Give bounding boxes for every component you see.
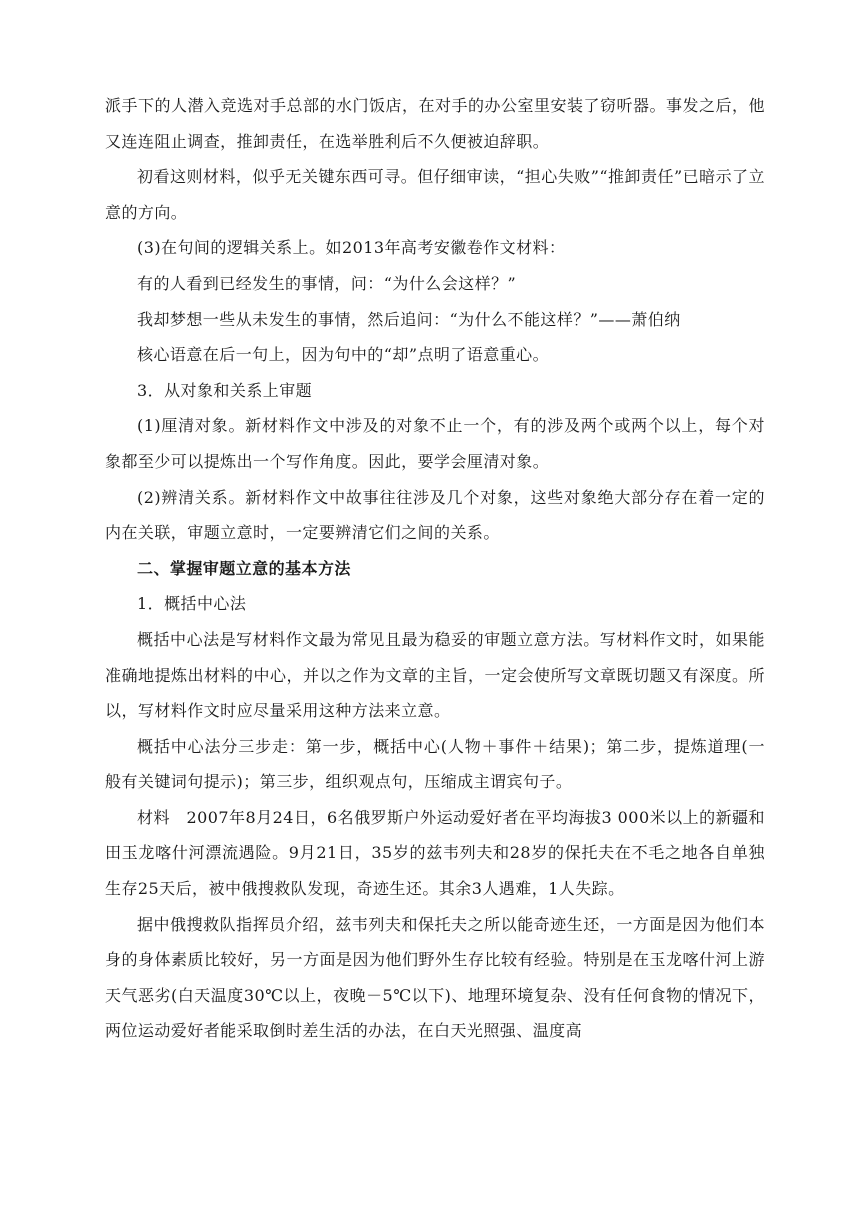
paragraph-1: 派手下的人潜入竞选对手总部的水门饭店，在对手的办公室里安装了窃听器。事发之后，他又连连阻止调查，推卸责任，在选举胜利后不久便被迫辞职。 — [105, 96, 765, 151]
document-page — [105, 88, 765, 1049]
paragraph-8: (1)厘清对象。新材料作文中涉及的对象不止一个，有的涉及两个或两个以上，每个对象都至少可以提炼出一个写作角度。因此，要学会厘清对象。 — [105, 416, 765, 471]
paragraph-15: 据中俄搜救队指挥员介绍，兹韦列夫和保托夫之所以能奇迹生还，一方面是因为他们本身的身体素质比较好，另一方面是因为他们野外生存比较有经验。特别是在玉龙喀什河上游天气恶劣(白天温度30℃以上，夜晚－5℃以下)、地理环境复杂、没有任何食物的情况下，两位运动爱好者能采取倒时差生活的办法，在白天光照强、温度高 — [105, 914, 765, 1041]
paragraph-9: (2)辨清关系。新材料作文中故事往往涉及几个对象，这些对象绝大部分存在着一定的内在关联，审题立意时，一定要辨清它们之间的关系。 — [105, 487, 765, 543]
paragraph-4: 有的人看到已经发生的事情，问：“为什么会这样？” — [137, 273, 517, 293]
paragraph-13: 概括中心法分三步走：第一步，概括中心(人物＋事件＋结果)；第二步，提炼道理(一般有关键词句提示)；第三步，组织观点句，压缩成主谓宾句子。 — [105, 736, 765, 792]
paragraph-7: 3．从对象和关系上审题 — [137, 380, 313, 400]
paragraph-11: 1．概括中心法 — [137, 594, 247, 614]
section-heading: 二、掌握审题立意的基本方法 — [137, 558, 351, 578]
paragraph-6: 核心语意在后一句上，因为句中的“却”点明了语意重心。 — [137, 345, 550, 365]
paragraph-5: 我却梦想一些从未发生的事情，然后追问：“为什么不能这样？”——萧伯纳 — [137, 309, 681, 329]
paragraph-3: (3)在句间的逻辑关系上。如2013年高考安徽卷作文材料： — [137, 238, 566, 258]
paragraph-12: 概括中心法是写材料作文最为常见且最为稳妥的审题立意方法。写材料作文时，如果能准确地提炼出材料的中心，并以之作为文章的主旨，一定会使所写文章既切题又有深度。所以，写材料作文时应尽量采用这种方法来立意。 — [105, 629, 765, 721]
paragraph-14: 材料 2007年8月24日，6名俄罗斯户外运动爱好者在平均海拔3 000米以上的新疆和田玉龙喀什河漂流遇险。9月21日，35岁的兹韦列夫和28岁的保托夫在不毛之地各自单独生存25天后，被中俄搜救队发现，奇迹生还。其余3人遇难，1人失踪。 — [105, 807, 765, 899]
paragraph-2: 初看这则材料，似乎无关键东西可寻。但仔细审读，“担心失败”“推卸责任”已暗示了立意的方向。 — [105, 167, 765, 222]
